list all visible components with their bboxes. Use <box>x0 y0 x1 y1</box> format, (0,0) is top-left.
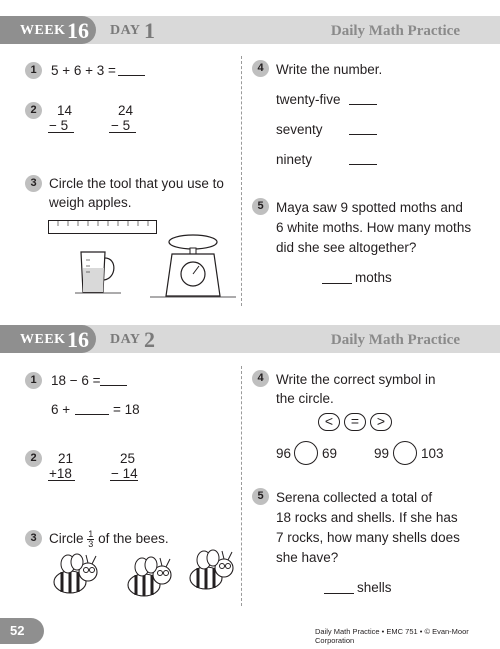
answer-blank[interactable] <box>349 151 377 165</box>
footer-credit: Daily Math Practice • EMC 751 • © Evan-Moor Corporation <box>315 627 469 645</box>
question-number: 4 <box>252 370 269 387</box>
q4-line1: Write the correct symbol in <box>276 372 436 387</box>
q2-b-bottom: − 14 <box>111 466 138 481</box>
q2-a-bottom: − 5 <box>49 118 69 133</box>
bee-icon[interactable] <box>180 548 240 596</box>
measuring-cup-icon[interactable] <box>75 248 121 296</box>
compare-right-b: 103 <box>421 446 444 461</box>
q1-equation: 5 + 6 + 3 = <box>51 63 116 78</box>
q5-line3: 7 rocks, how many shells does <box>276 530 460 545</box>
q5-line1: Serena collected a total of <box>276 490 433 505</box>
question-number: 1 <box>25 62 42 79</box>
answer-line <box>110 465 138 481</box>
q3-line2: weigh apples. <box>49 195 132 210</box>
q3-line1: Circle the tool that you use to <box>49 176 224 191</box>
answer-blank[interactable] <box>349 91 377 105</box>
q4-item: twenty-five <box>276 92 341 107</box>
q2-b-top: 24 <box>118 103 134 118</box>
answer-blank[interactable] <box>118 62 145 76</box>
day1-header <box>0 16 500 44</box>
page-number: 52 <box>0 618 44 644</box>
q1-line1: 18 − 6 = <box>51 373 101 388</box>
q2-a-top: 14 <box>57 103 73 118</box>
compare-left-b: 69 <box>322 446 338 461</box>
question-number: 5 <box>252 198 269 215</box>
day-label: DAY <box>110 23 141 38</box>
practice-title: Daily Math Practice <box>330 23 460 39</box>
week-number: 16 <box>67 327 89 352</box>
q2-a-top: 21 <box>58 451 74 466</box>
greater-than-symbol: > <box>370 413 392 431</box>
answer-line <box>109 117 136 133</box>
q5-line4: she have? <box>276 550 339 565</box>
day-number: 1 <box>144 18 155 43</box>
fraction: $\frac{1}{3}$ <box>88 529 94 549</box>
q2-b-top: 25 <box>120 451 136 466</box>
q1-line2-left: 6 + <box>51 402 71 417</box>
scale-icon[interactable] <box>150 232 236 300</box>
bee-icon[interactable] <box>118 555 178 603</box>
week-number: 16 <box>67 18 89 43</box>
answer-line <box>48 465 75 481</box>
symbol-circle-blank[interactable] <box>294 441 318 465</box>
column-divider <box>241 56 242 306</box>
week-tab <box>0 16 96 44</box>
week-label: WEEK <box>20 23 66 38</box>
symbol-circle-blank[interactable] <box>393 441 417 465</box>
compare-right-a: 99 <box>374 446 390 461</box>
compare-left-a: 96 <box>276 446 292 461</box>
q5-line1: Maya saw 9 spotted moths and <box>276 200 463 215</box>
q4-item: seventy <box>276 122 323 137</box>
q1-line2-right: = 18 <box>113 402 140 417</box>
question-number: 5 <box>252 488 269 505</box>
week-label: WEEK <box>20 332 66 347</box>
column-divider <box>241 366 242 606</box>
answer-blank[interactable] <box>75 401 109 415</box>
q4-item: ninety <box>276 152 313 167</box>
q2-a-bottom: +18 <box>49 466 72 481</box>
answer-unit: moths <box>355 270 392 285</box>
bee-icon[interactable] <box>44 552 104 600</box>
week-tab <box>0 325 96 353</box>
question-number: 2 <box>25 450 42 467</box>
answer-blank[interactable] <box>349 121 377 135</box>
q5-line2: 18 rocks and shells. If she has <box>276 510 458 525</box>
q3-text: Circle $\frac{1}{3}$ of the bees. <box>49 529 169 549</box>
question-number: 1 <box>25 372 42 389</box>
day2-header <box>0 325 500 353</box>
q4-line2: the circle. <box>276 391 334 406</box>
q2-b-bottom: − 5 <box>111 118 131 133</box>
day-label: DAY <box>110 332 141 347</box>
answer-unit: shells <box>357 580 392 595</box>
question-number: 4 <box>252 60 269 77</box>
question-number: 3 <box>25 530 42 547</box>
ruler-icon[interactable] <box>48 220 158 234</box>
less-than-symbol: < <box>318 413 340 431</box>
answer-line <box>48 117 74 133</box>
answer-blank[interactable] <box>322 270 352 284</box>
q5-line3: did she see altogether? <box>276 240 417 255</box>
question-number: 2 <box>25 102 42 119</box>
question-number: 3 <box>25 175 42 192</box>
day-number: 2 <box>144 327 155 352</box>
answer-blank[interactable] <box>324 580 354 594</box>
q5-line2: 6 white moths. How many moths <box>276 220 472 235</box>
equals-symbol: = <box>344 413 366 431</box>
practice-title: Daily Math Practice <box>330 332 460 348</box>
q4-prompt: Write the number. <box>276 62 383 77</box>
answer-blank[interactable] <box>100 372 127 386</box>
